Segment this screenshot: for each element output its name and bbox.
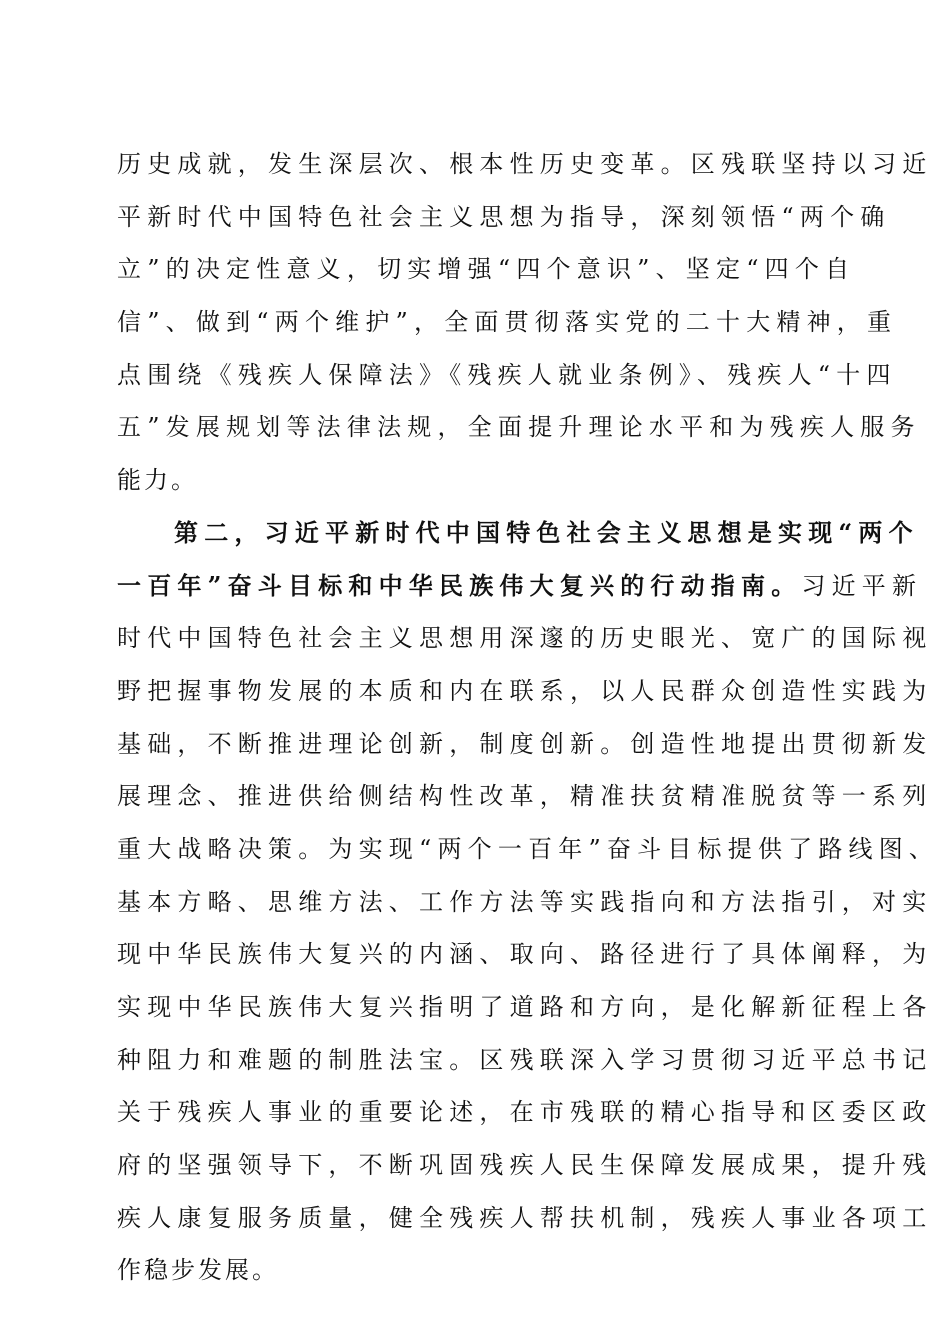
text-line: 立”的决定性意义，切实增强“四个意识”、坚定“四个自 [117,255,856,284]
bold-text-segment: 一百年”奋斗目标和中华民族伟大复兴的行动指南。 [117,570,802,600]
text-line: 能力。 [117,466,198,495]
text-line: 疾人康复服务质量，健全残疾人帮扶机制，残疾人事业各项工 [117,1203,933,1232]
text-line: 点围绕《残疾人保障法》《残疾人就业条例》、残疾人“十四 [117,360,897,389]
text-line: 五”发展规划等法律法规，全面提升理论水平和为残疾人服务 [117,413,921,442]
text-line: 实现中华民族伟大复兴指明了道路和方向，是化解新征程上各 [117,993,933,1021]
text-line: 时代中国特色社会主义思想用深邃的历史眼光、宽广的国际视 [117,624,933,653]
body-text [117,138,940,1297]
text-line: 府的坚强领导下，不断巩固残疾人民生保障发展成果，提升残 [117,1151,933,1180]
text-line: 关于残疾人事业的重要论述，在市残联的精心指导和区委区政 [117,1098,933,1127]
text-line: 平新时代中国特色社会主义思想为指导，深刻领悟“两个确 [117,202,891,231]
text-segment: 习近平新 [801,571,923,600]
bold-text-segment: 第二，习近平新时代中国特色社会主义思想是实现“两个 [174,517,919,547]
text-line: 重大战略决策。为实现“两个一百年”奋斗目标提供了路线图、 [117,834,940,863]
text-line: 历史成就，发生深层次、根本性历史变革。区残联坚持以习近 [117,150,933,178]
text-line: 基础，不断推进理论创新，制度创新。创造性地提出贯彻新发 [117,729,933,758]
text-line: 现中华民族伟大复兴的内涵、取向、路径进行了具体阐释，为 [117,940,933,969]
text-line: 野把握事物发展的本质和内在联系，以人民群众创造性实践为 [117,676,933,705]
text-line [117,507,919,560]
text-line [117,560,923,613]
text-line: 作稳步发展。 [117,1256,279,1285]
text-line: 基本方略、思维方法、工作方法等实践指向和方法指引，对实 [117,887,933,916]
text-line: 信”、做到“两个维护”，全面贯彻落实党的二十大精神，重 [117,308,898,337]
text-line: 种阻力和难题的制胜法宝。区残联深入学习贯彻习近平总书记 [117,1045,933,1074]
text-line: 展理念、推进供给侧结构性改革，精准扶贫精准脱贫等一系列 [117,782,933,811]
